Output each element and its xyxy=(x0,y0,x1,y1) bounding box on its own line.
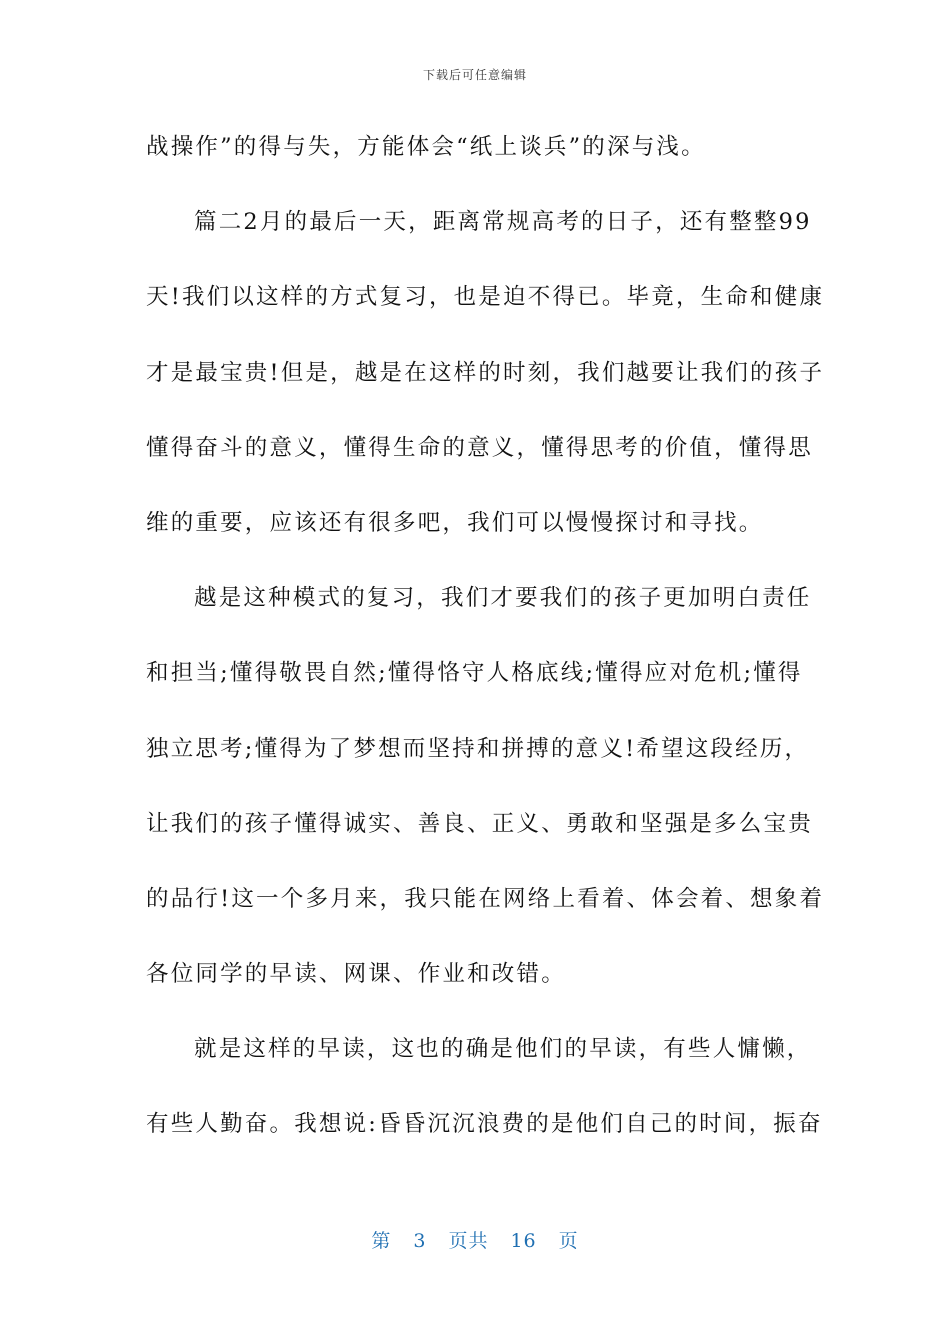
text-line: 才是最宝贵!但是，越是在这样的时刻，我们越要让我们的孩子 xyxy=(146,359,825,386)
text-line: 篇二2月的最后一天，距离常规高考的日子，还有整整99 xyxy=(194,209,812,236)
footer-page-number: 3 xyxy=(413,1230,427,1252)
footer-middle: 页共 xyxy=(448,1230,489,1252)
text-line: 有些人勤奋。我想说:昏昏沉沉浪费的是他们自己的时间，振奋 xyxy=(146,1111,823,1138)
text-line: 懂得奋斗的意义，懂得生命的意义，懂得思考的价值，懂得思 xyxy=(146,434,813,461)
body-text xyxy=(146,122,825,1175)
footer-suffix: 页 xyxy=(558,1230,579,1252)
page-header: 下载后可任意编辑 xyxy=(422,68,527,82)
footer-prefix: 第 xyxy=(371,1230,392,1252)
text-line: 天!我们以这样的方式复习，也是迫不得已。毕竟，生命和健康 xyxy=(146,284,825,311)
text-line: 的品行!这一个多月来，我只能在网络上看着、体会着、想象着 xyxy=(146,885,825,912)
text-line: 战操作”的得与失，方能体会“纸上谈兵”的深与浅。 xyxy=(146,134,706,160)
footer-total-pages: 16 xyxy=(510,1230,537,1252)
text-line: 让我们的孩子懂得诚实、善良、正义、勇敢和坚强是多么宝贵 xyxy=(146,810,813,837)
text-line: 独立思考;懂得为了梦想而坚持和拼搏的意义!希望这段经历， xyxy=(146,735,810,762)
text-line: 和担当;懂得敬畏自然;懂得恪守人格底线;懂得应对危机;懂得 xyxy=(146,660,803,687)
text-line: 越是这种模式的复习，我们才要我们的孩子更加明白责任 xyxy=(194,585,812,612)
text-line: 就是这样的早读，这也的确是他们的早读，有些人慵懒， xyxy=(194,1036,812,1063)
text-line: 维的重要，应该还有很多吧，我们可以慢慢探讨和寻找。 xyxy=(146,509,764,536)
text-line: 各位同学的早读、网课、作业和改错。 xyxy=(146,961,566,988)
page-footer xyxy=(0,1226,950,1253)
